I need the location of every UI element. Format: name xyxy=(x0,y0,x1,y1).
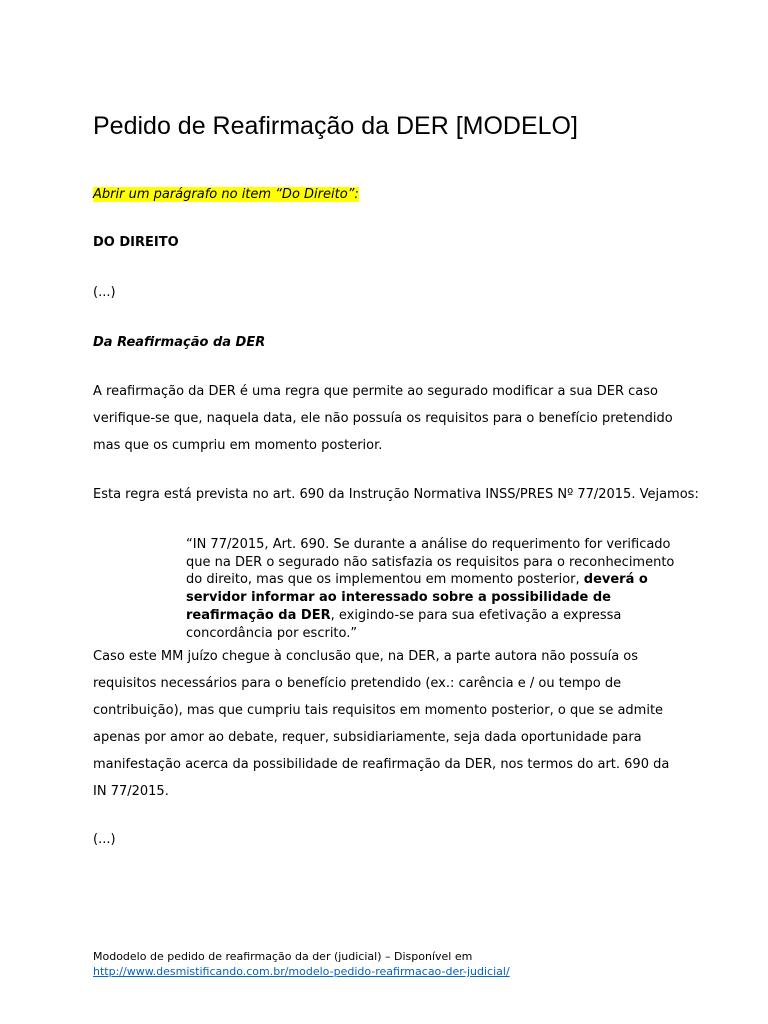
highlighted-instruction xyxy=(93,181,359,208)
section-heading: DO DIREITO xyxy=(93,235,179,250)
ellipsis-bottom: (...) xyxy=(93,832,116,847)
document-title: Pedido de Reafirmação da DER [MODELO] xyxy=(93,112,578,140)
ellipsis-top: (...) xyxy=(93,285,116,300)
footer-link[interactable]: http://www.desmistificando.com.br/modelo-pedido-reafirmacao-der-judicial/ xyxy=(93,965,510,978)
paragraph-legal-basis: Esta regra está prevista no art. 690 da Instrução Normativa INSS/PRES Nº 77/2015. Vejamos: xyxy=(93,487,699,502)
footer-note xyxy=(93,949,510,979)
subsection-heading: Da Reafirmação da DER xyxy=(93,335,266,350)
quote-part-2: , exigindo-se para sua efetivação a expressa concordância por escrito.” xyxy=(186,607,622,641)
instruction-text: Abrir um parágrafo no item “Do Direito”: xyxy=(93,187,359,202)
quote-part-1: “IN 77/2015, Art. 690. Se durante a análise do requerimento for verificado que na DER o segurado não satisfazia os requisitos para o reconhecimento do direito, mas que os implementou em momento posterior, xyxy=(186,537,675,588)
footer-text: Mododelo de pedido de reafirmação da der (judicial) – Disponível em xyxy=(93,950,473,963)
paragraph-reafirmacao-definition: A reafirmação da DER é uma regra que permite ao segurado modificar a sua DER caso verifique-se que, naquela data, ele não possuía os requisitos para o benefício pretendido mas que os cumpriu em momento posterior. xyxy=(93,384,673,453)
quote-bold: deverá o servidor informar ao interessado sobre a possibilidade de reafirmação da DER xyxy=(186,572,648,623)
legal-quote xyxy=(186,536,676,642)
paragraph-request: Caso este MM juízo chegue à conclusão que, na DER, a parte autora não possuía os requisitos necessários para o benefício pretendido (ex.: carência e / ou tempo de contribuição), mas que cumpriu tais requisitos em momento posterior, o que se admite apenas por amor ao debate, requer, subsidiariamente, seja dada oportunidade para manifestação acerca da possibilidade de reafirmação da DER, nos termos do art. 690 da IN 77/2015. xyxy=(93,649,670,799)
